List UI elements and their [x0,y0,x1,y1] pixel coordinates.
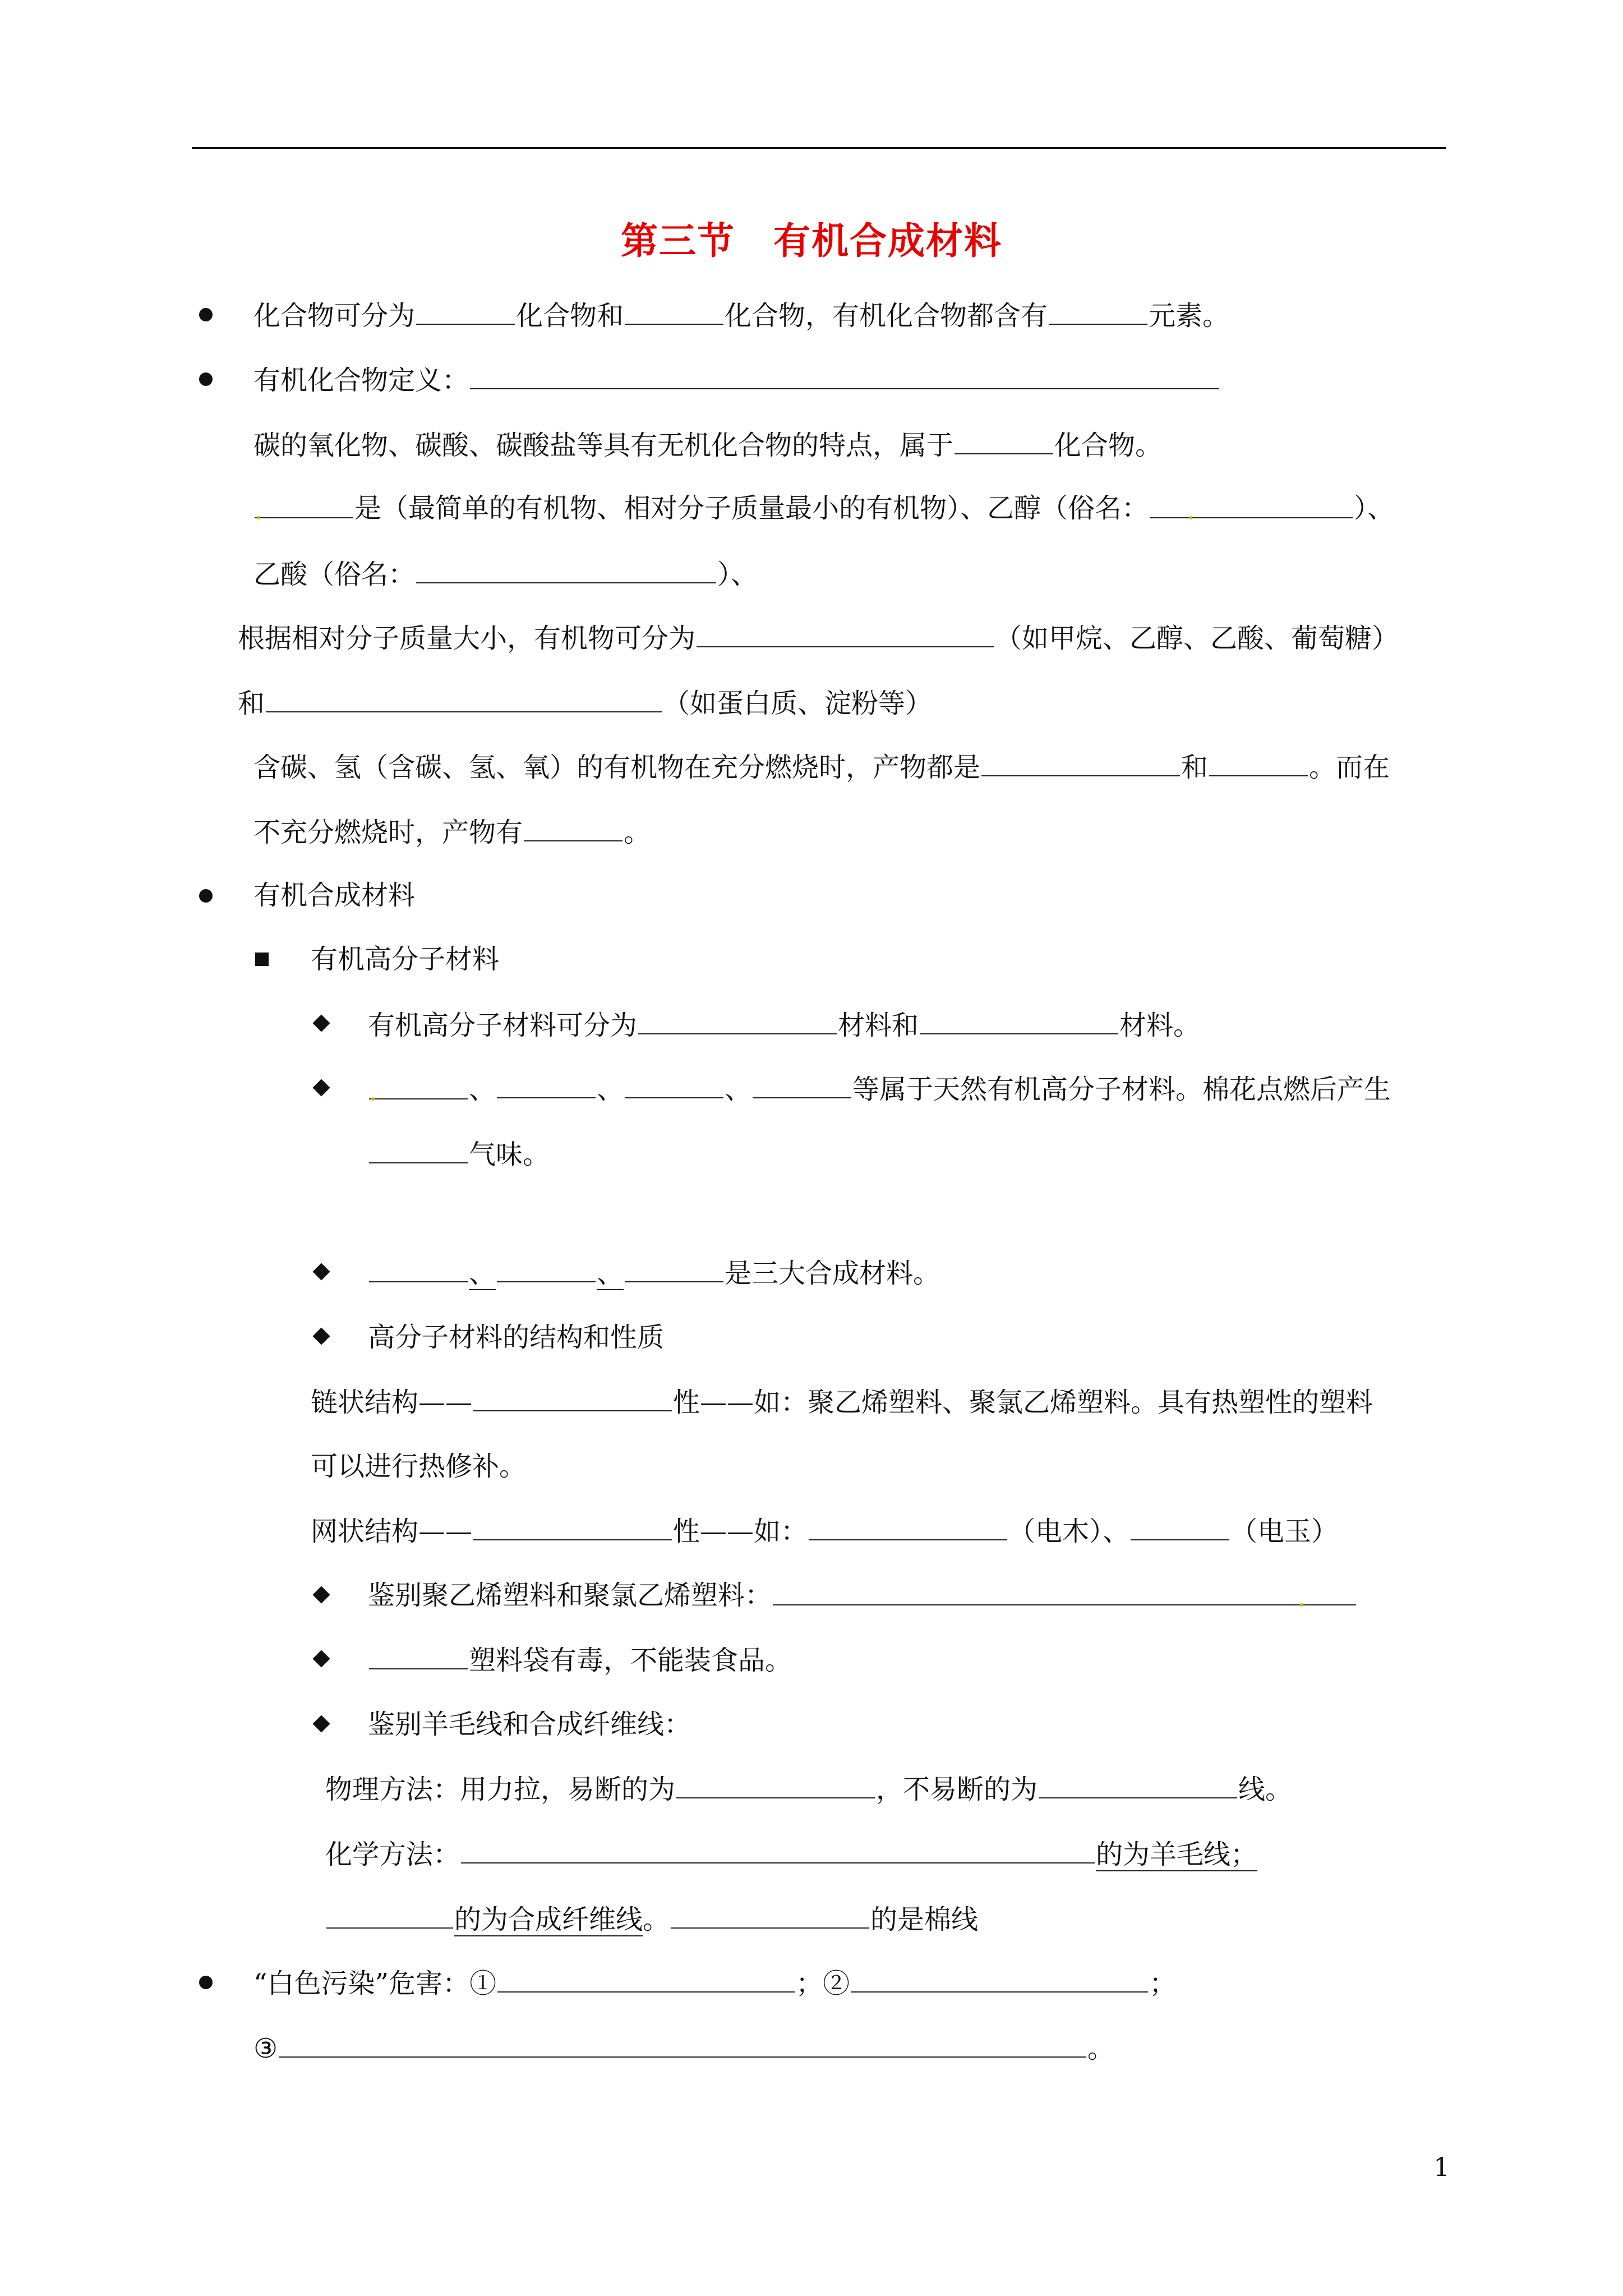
blank[interactable] [676,1772,875,1798]
line-2: 有机化合物定义： [253,362,1220,397]
diamond-bullet-icon [312,1014,330,1032]
blank[interactable] [266,685,662,712]
line-4: 是（最简单的有机物、相对分子质量最小的有机物）、乙醇（俗名： ）、 [253,491,1394,525]
line-6: 根据相对分子质量大小，有机物可分为 （如甲烷、乙醇、乙酸、葡萄糖） [238,620,1399,655]
line-10: 有机合成材料 [253,880,416,911]
diamond-bullet-icon [312,1263,330,1280]
blank[interactable] [773,1579,1356,1605]
line-23: 物理方法：用力拉，易断的为 ，不易断的为 线。 [325,1772,1292,1806]
blank[interactable] [473,1513,672,1540]
diamond-bullet-icon [312,1586,330,1603]
blank[interactable] [1150,491,1353,518]
blank[interactable] [416,556,716,583]
mark-dot [1189,516,1192,519]
blank[interactable] [369,1255,468,1282]
blank[interactable] [524,815,623,841]
blank[interactable] [497,1966,795,1993]
line-3: 碳的氧化物、碳酸、碳酸盐等具有无机化合物的特点，属于 化合物。 [253,427,1162,462]
blank[interactable] [279,2031,1086,2058]
line-13: 、 、 、 等属于天然有机高分子材料。棉花点燃后产生 [368,1071,1391,1106]
blank[interactable] [470,362,1219,389]
blank[interactable] [255,491,353,518]
page-title: 第三节 有机合成材料 [621,219,1002,263]
line-14: 气味。 [368,1137,550,1171]
diamond-bullet-icon [312,1650,330,1667]
blank[interactable] [809,1513,1007,1540]
blank[interactable] [1131,1513,1229,1540]
line-26: “白色污染”危害：① ；② ； [253,1966,1176,2000]
line-7: 和 （如蛋白质、淀粉等） [238,685,932,720]
line-8: 含碳、氢（含碳、氢、氧）的有机物在充分燃烧时，产物都是 和 。而在 [253,749,1390,784]
diamond-bullet-icon [312,1079,330,1096]
bullet-icon [199,889,213,903]
blank[interactable] [625,1255,723,1282]
blank[interactable] [369,1073,468,1099]
mark-dot [1300,1603,1303,1607]
line-24: 化学方法： 的为羊毛线； [325,1837,1257,1871]
blank[interactable] [497,1255,596,1282]
line-20: 鉴别聚乙烯塑料和聚氯乙烯塑料： [368,1579,1357,1612]
blank[interactable] [753,1071,851,1098]
line-18: 可以进行热修补。 [311,1451,527,1482]
diamond-bullet-icon [312,1715,330,1732]
line-17: 链状结构—— 性——如：聚乙烯塑料、聚氯乙烯塑料。具有热塑性的塑料 [311,1384,1373,1419]
blank[interactable] [369,1642,468,1669]
line-1: 化合物可分为 化合物和 化合物，有机化合物都含有 元素。 [253,298,1229,333]
bullet-icon [199,308,213,321]
square-bullet-icon [255,953,269,966]
line-21: 塑料袋有毒，不能装食品。 [368,1642,792,1677]
header-rule [192,147,1446,149]
line-15: 、 、 是三大合成材料。 [368,1255,940,1290]
blank[interactable] [955,427,1053,454]
blank[interactable] [697,620,994,647]
page-number: 1 [1433,2152,1450,2182]
blank[interactable] [473,1384,672,1411]
blank[interactable] [497,1071,596,1098]
blank[interactable] [981,749,1180,776]
blank[interactable] [369,1137,468,1163]
mark-dot [371,1097,375,1101]
line-16: 高分子材料的结构和性质 [368,1322,665,1353]
blank[interactable] [920,1007,1118,1034]
blank[interactable] [1049,298,1147,325]
diamond-bullet-icon [312,1327,330,1345]
line-22: 鉴别羊毛线和合成纤维线： [368,1709,691,1740]
line-25: 的为合成纤维线。 的是棉线 [325,1902,978,1936]
blank[interactable] [671,1902,869,1929]
mark-dot [257,516,260,519]
bullet-icon [199,372,213,386]
blank[interactable] [1039,1772,1237,1798]
blank[interactable] [625,298,723,325]
blank[interactable] [416,298,515,325]
bullet-icon [199,1976,213,1989]
blank[interactable] [625,1071,723,1098]
line-12: 有机高分子材料可分为 材料和 材料。 [368,1007,1200,1042]
line-11: 有机高分子材料 [311,944,500,975]
line-5: 乙酸（俗名： ）、 [253,556,758,591]
blank[interactable] [326,1902,453,1929]
blank[interactable] [638,1007,837,1034]
line-27: ③ 。 [253,2031,1114,2065]
blank[interactable] [461,1837,1095,1864]
line-19: 网状结构—— 性——如： （电木）、 （电玉） [311,1513,1338,1548]
line-9: 不充分燃烧时，产物有 。 [253,815,651,849]
blank[interactable] [1209,749,1308,776]
blank[interactable] [851,1966,1148,1993]
